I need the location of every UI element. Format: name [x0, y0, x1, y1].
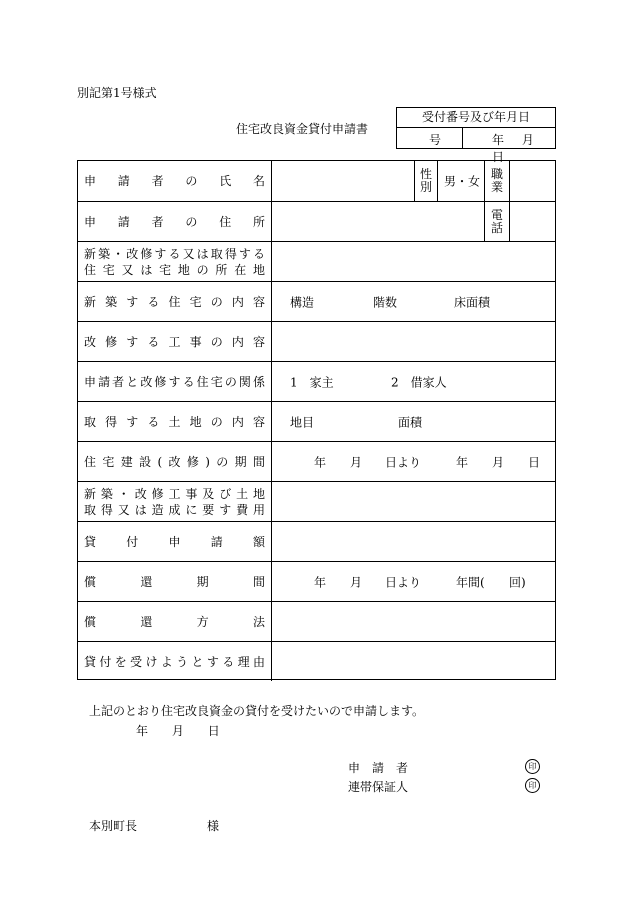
- guarantor-seal: 印: [525, 778, 540, 793]
- row-land: [78, 401, 555, 441]
- date-month: 月: [171, 724, 184, 738]
- label-occupation: 職業: [491, 167, 504, 194]
- label-applicant-name: 申請者の氏名: [84, 174, 265, 188]
- land-area-label: 面積: [398, 415, 423, 429]
- date-day: 日: [207, 724, 220, 738]
- row-renovation-work: [78, 321, 555, 361]
- repayment-start-from: 日より: [385, 575, 422, 589]
- repayment-start-year: 年: [314, 575, 327, 589]
- applicant-label: 申 請 者: [348, 761, 409, 775]
- label-location-line1: 新築・改修する又は取得する: [84, 246, 265, 261]
- document-title: 住宅改良資金貸付申請書: [236, 122, 369, 136]
- addressee: 本別町長: [89, 819, 138, 833]
- row-new-building: [78, 281, 555, 321]
- row-location: [78, 241, 555, 281]
- label-construction-period: 住宅建設(改修)の期間: [84, 454, 265, 469]
- guarantor-label: 連帯保証人: [348, 780, 409, 794]
- applicant-seal: 印: [525, 759, 540, 774]
- label-repayment-period: 償還期間: [84, 574, 265, 589]
- floors-label: 階数: [373, 295, 398, 309]
- receipt-values: [397, 128, 555, 164]
- gender-options: 男・女: [444, 174, 481, 189]
- row-repayment-method: [78, 601, 555, 641]
- period-end-year: 年: [456, 455, 469, 469]
- label-relationship: 申請者と改修する住宅の関係: [84, 374, 265, 389]
- receipt-header: 受付番号及び年月日: [397, 108, 555, 128]
- receipt-year: 年: [492, 133, 505, 147]
- relationship-option-owner: 1 家主: [290, 375, 334, 389]
- label-applicant-address: 申請者の住所: [84, 214, 265, 229]
- receipt-number-suffix: 号: [429, 133, 442, 147]
- label-cost-line2: 取得又は造成に要す費用: [84, 502, 265, 517]
- period-end-month: 月: [492, 455, 505, 469]
- row-relationship: [78, 361, 555, 401]
- period-start-month: 月: [350, 455, 363, 469]
- application-date: [136, 722, 240, 739]
- row-construction-period: [78, 441, 555, 481]
- row-reason: [78, 641, 555, 681]
- period-end-day: 日: [528, 455, 541, 469]
- label-location-line2: 住宅又は宅地の所在地: [84, 262, 265, 277]
- label-renovation-work: 改修する工事の内容: [84, 334, 265, 349]
- period-start-from: 日より: [385, 455, 422, 469]
- row-cost: [78, 481, 555, 521]
- label-repayment-method: 償還方法: [84, 614, 265, 629]
- label-cost-line1: 新築・改修工事及び土地: [84, 486, 265, 501]
- date-year: 年: [136, 724, 149, 738]
- row-repayment-period: [78, 561, 555, 601]
- receipt-month: 月: [521, 133, 534, 147]
- repayment-years: 年間(: [456, 575, 485, 589]
- receipt-divider: [462, 128, 463, 148]
- label-loan-amount: 貸付申請額: [84, 534, 265, 549]
- label-gender: 性別: [420, 167, 433, 194]
- receipt-box: [396, 107, 556, 164]
- period-start-year: 年: [314, 455, 327, 469]
- relationship-option-tenant: 2 借家人: [391, 375, 447, 389]
- row-applicant-address: [78, 201, 555, 241]
- receipt-day: 日: [492, 150, 505, 164]
- repayment-times: 回): [509, 575, 526, 589]
- label-reason: 貸付を受けようとする理由: [84, 654, 265, 669]
- row-applicant-name: [78, 161, 555, 201]
- label-new-building: 新築する住宅の内容: [84, 294, 265, 309]
- form-number: 別記第1号様式: [77, 86, 157, 100]
- repayment-start-month: 月: [350, 575, 363, 589]
- label-phone: 電話: [491, 207, 504, 235]
- land-category-label: 地目: [290, 415, 315, 429]
- application-statement: 上記のとおり住宅改良資金の貸付を受けたいので申請します。: [89, 704, 425, 718]
- label-land: 取得する土地の内容: [84, 414, 265, 429]
- honorific: 様: [207, 819, 220, 833]
- floor-area-label: 床面積: [454, 295, 491, 309]
- row-loan-amount: [78, 521, 555, 561]
- structure-label: 構造: [290, 295, 315, 309]
- application-form-table: [77, 160, 556, 680]
